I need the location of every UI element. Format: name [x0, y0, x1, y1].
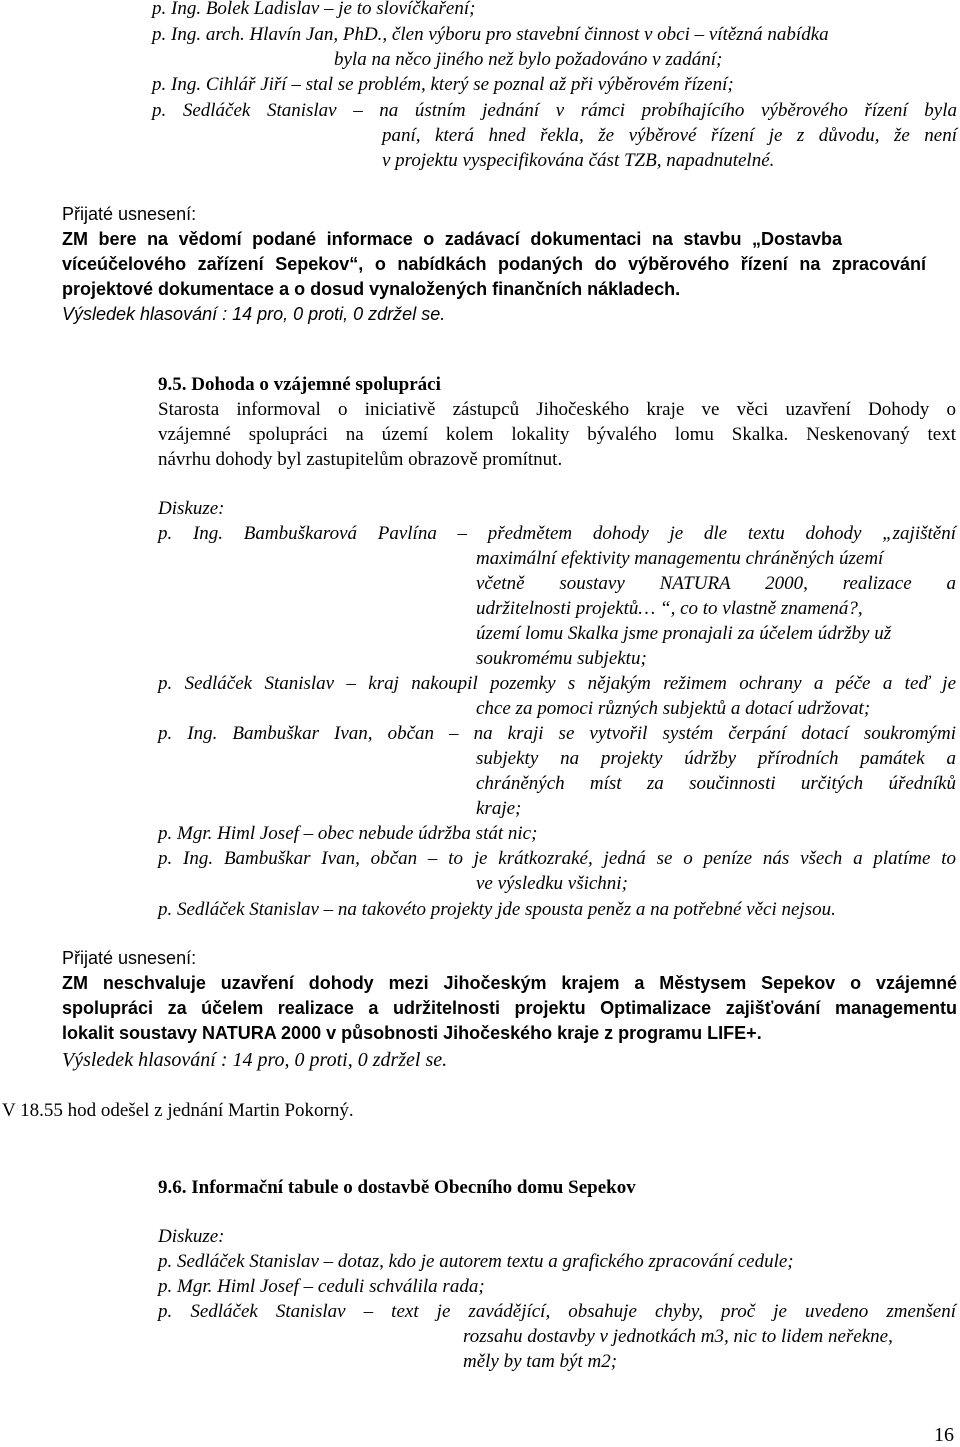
discussion-entry: p. Sedláček Stanislav – na ústním jednání v rámci probíhajícího výběrového řízení byla [152, 100, 957, 121]
discussion-entry-cont: byla na něco jiného než bylo požadováno v zadání; [334, 49, 723, 70]
vote-result: Výsledek hlasování : 14 pro, 0 proti, 0 zdržel se. [62, 1049, 448, 1071]
resolution-label: Přijaté usnesení: [62, 948, 197, 968]
discussion-entry-cont: chráněných míst za součinnosti určitých úředníků [476, 773, 956, 794]
discussion-label: Diskuze: [158, 498, 225, 519]
discussion-entry-cont: území lomu Skalka jsme pronajali za účelem údržby už [476, 623, 892, 644]
resolution-text: ZM bere na vědomí podané informace o zadávací dokumentaci na stavbu „Dostavba [62, 229, 842, 249]
discussion-entry: p. Mgr. Himl Josef – ceduli schválila rada; [158, 1276, 485, 1297]
discussion-entry: p. Sedláček Stanislav – na takovéto projekty jde spousta peněz a na potřebné věci nejsou. [158, 899, 836, 920]
discussion-entry: p. Ing. Bolek Ladislav – je to slovíčkaření; [152, 0, 476, 19]
discussion-entry: p. Ing. Cihlář Jiří – stal se problém, který se poznal až při výběrovém řízení; [152, 74, 734, 95]
discussion-entry-cont: udržitelnosti projektů… “, co to vlastně znamená?, [476, 598, 863, 619]
discussion-entry-cont: ve výsledku všichni; [476, 873, 628, 894]
vote-result: Výsledek hlasování : 14 pro, 0 proti, 0 zdržel se. [62, 304, 446, 324]
discussion-entry: p. Sedláček Stanislav – kraj nakoupil pozemky s nějakým režimem ochrany a péče a teď je [158, 673, 956, 694]
discussion-entry-cont: subjekty na projekty údržby přírodních památek a [476, 748, 956, 769]
section-heading: 9.6. Informační tabule o dostavbě Obecního domu Sepekov [158, 1177, 636, 1198]
discussion-entry: p. Ing. arch. Hlavín Jan, PhD., člen výboru pro stavební činnost v obci – vítězná nabídka [152, 24, 829, 45]
resolution-text: projektové dokumentace a o dosud vynaložených finančních nákladech. [62, 279, 681, 299]
discussion-entry: p. Sedláček Stanislav – text je zavádějící, obsahuje chyby, proč je uvedeno zmenšení [158, 1301, 956, 1322]
discussion-entry: p. Ing. Bambuškar Ivan, občan – to je krátkozraké, jedná se o peníze nás všech a platíme to [158, 848, 956, 869]
page-number: 16 [934, 1424, 954, 1446]
discussion-entry-cont: chce za pomoci různých subjektů a dotací udržovat; [476, 698, 871, 719]
discussion-entry-cont: včetně soustavy NATURA 2000, realizace a [476, 573, 956, 594]
discussion-entry-cont: soukromému subjektu; [476, 648, 647, 669]
discussion-label: Diskuze: [158, 1226, 225, 1247]
section-body: Starosta informoval o iniciativě zástupců Jihočeského kraje ve věci uzavření Dohody o [158, 399, 956, 420]
section-body: návrhu dohody byl zastupitelům obrazově promítnut. [158, 449, 563, 470]
discussion-entry: p. Ing. Bambuškar Ivan, občan – na kraji se vytvořil systém čerpání dotací soukromými [158, 723, 956, 744]
discussion-entry: p. Mgr. Himl Josef – obec nebude údržba stát nic; [158, 823, 538, 844]
resolution-text: lokalit soustavy NATURA 2000 v působnosti Jihočeského kraje z programu LIFE+. [62, 1023, 762, 1043]
section-body: vzájemné spolupráci na území kolem lokality bývalého lomu Skalka. Neskenovaný text [158, 424, 956, 445]
discussion-entry-cont: měly by tam být m2; [463, 1351, 618, 1372]
discussion-entry-cont: paní, která hned řekla, že výběrové řízení je z důvodu, že není [382, 125, 957, 146]
discussion-entry-cont: maximální efektivity managementu chráněných území [476, 548, 884, 569]
discussion-entry: p. Ing. Bambuškarová Pavlína – předmětem dohody je dle textu dohody „zajištění [158, 523, 956, 544]
resolution-text: spolupráci za účelem realizace a udržitelnosti projektu Optimalizace zajišťování managementu [62, 998, 957, 1018]
section-heading: 9.5. Dohoda o vzájemné spolupráci [158, 374, 441, 395]
discussion-entry-cont: kraje; [476, 798, 522, 819]
discussion-entry: p. Sedláček Stanislav – dotaz, kdo je autorem textu a grafického zpracování cedule; [158, 1251, 794, 1272]
departure-note: V 18.55 hod odešel z jednání Martin Pokorný. [2, 1100, 354, 1121]
resolution-text: víceúčelového zařízení Sepekov“, o nabídkách podaných do výběrového řízení na zpracování [62, 254, 926, 274]
discussion-entry-cont: v projektu vyspecifikována část TZB, napadnutelné. [382, 150, 775, 171]
resolution-text: ZM neschvaluje uzavření dohody mezi Jihočeským krajem a Městysem Sepekov o vzájemné [62, 973, 957, 993]
discussion-entry-cont: rozsahu dostavby v jednotkách m3, nic to lidem neřekne, [463, 1326, 893, 1347]
resolution-label: Přijaté usnesení: [62, 204, 197, 224]
